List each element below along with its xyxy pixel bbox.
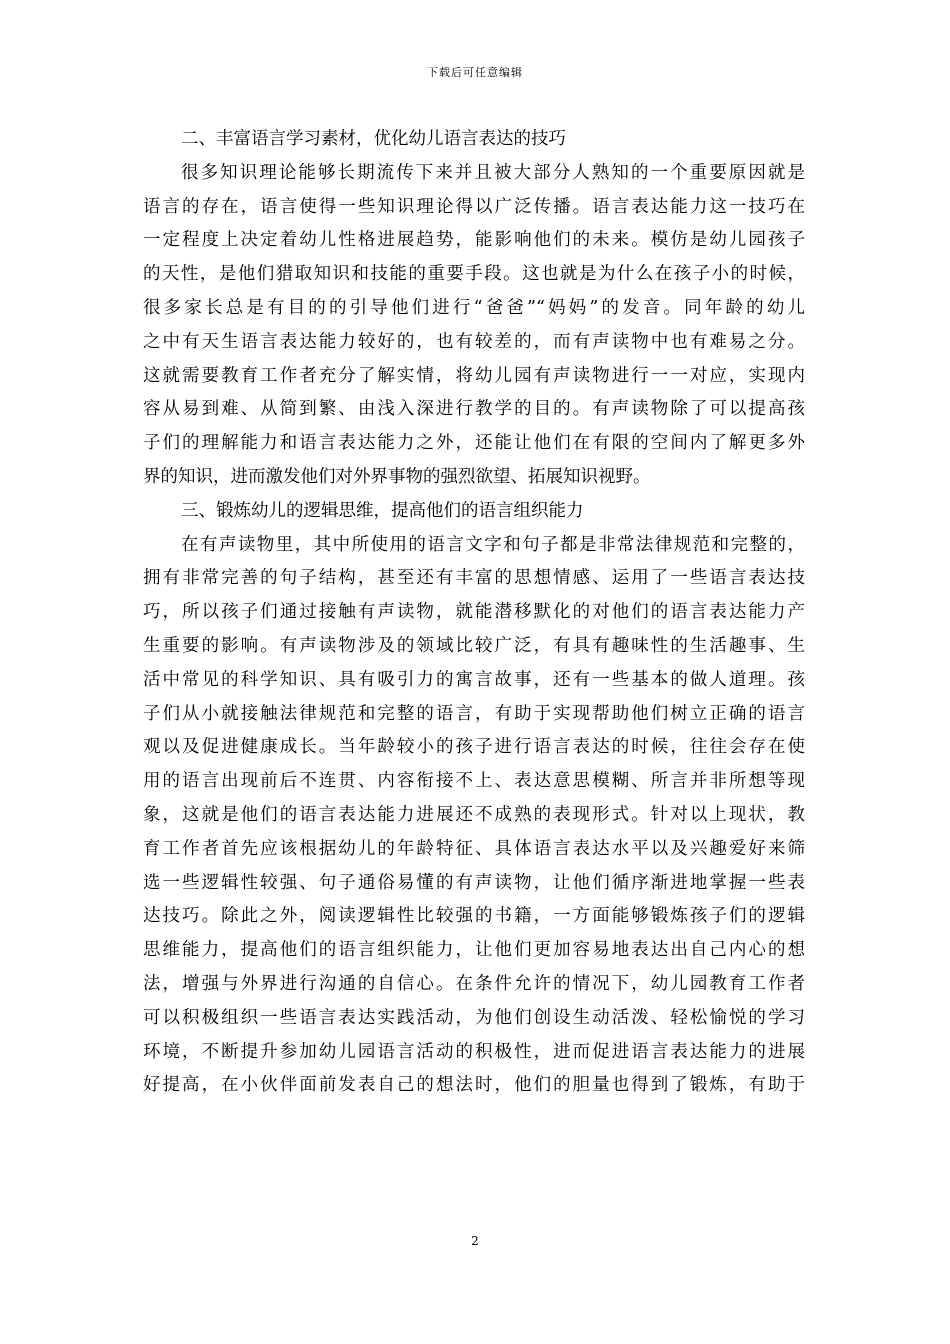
text-line: 之中有天生语言表达能力较好的，也有较差的，而有声读物中也有难易之分。 [143,331,805,352]
text-line: 法，增强与外界进行沟通的自信心。在条件允许的情况下，幼儿园教育工作者 [143,973,805,994]
text-line: 思维能力，提高他们的语言组织能力，让他们更加容易地表达出自己内心的想 [143,940,805,961]
text-line: 的天性，是他们猎取知识和技能的重要手段。这也就是为什么在孩子小的时候， [143,264,805,285]
text-line: 拥有非常完善的句子结构，甚至还有丰富的思想情感、运用了一些语言表达技 [143,568,805,589]
text-line: 活中常见的科学知识、具有吸引力的寓言故事，还有一些基本的做人道理。孩 [143,669,805,690]
section-heading: 三、锻炼幼儿的逻辑思维，提高他们的语言组织能力 [181,500,584,521]
text-line: 这就需要教育工作者充分了解实情，将幼儿园有声读物进行一一对应，实现内 [143,365,805,386]
text-line: 好提高，在小伙伴面前发表自己的想法时，他们的胆量也得到了锻炼，有助于 [143,1075,805,1096]
text-line: 巧，所以孩子们通过接触有声读物，就能潜移默化的对他们的语言表达能力产 [143,602,805,623]
text-line: 选一些逻辑性较强、句子通俗易懂的有声读物，让他们循序渐进地掌握一些表 [143,872,805,893]
text-line: 语言的存在，语言使得一些知识理论得以广泛传播。语言表达能力这一技巧在 [143,196,805,217]
section-heading: 二、丰富语言学习素材，优化幼儿语言表达的技巧 [181,129,566,149]
text-line: 很多家长总是有目的的引导他们进行“爸爸”“妈妈”的发音。同年龄的幼儿 [143,297,805,318]
text-line: 观以及促进健康成长。当年龄较小的孩子进行语言表达的时候，往往会存在使 [143,737,805,758]
text-line: 象，这就是他们的语言表达能力进展还不成熟的表现形式。针对以上现状，教 [143,804,805,825]
text-line: 很多知识理论能够长期流传下来并且被大部分人熟知的一个重要原因就是 [181,162,805,183]
text-line: 生重要的影响。有声读物涉及的领域比较广泛，有具有趣味性的生活趣事、生 [143,635,805,656]
text-line: 子们的理解能力和语言表达能力之外，还能让他们在有限的空间内了解更多外 [143,433,805,454]
text-line: 用的语言出现前后不连贯、内容衔接不上、表达意思模糊、所言并非所想等现 [143,771,805,792]
text-line: 界的知识，进而激发他们对外界事物的强烈欲望、拓展知识视野。 [143,466,651,487]
text-line: 一定程度上决定着幼儿性格进展趋势，能影响他们的未来。模仿是幼儿园孩子 [143,230,805,251]
text-line: 在有声读物里，其中所使用的语言文字和句子都是非常法律规范和完整的， [181,534,805,555]
document-body [143,123,805,1103]
page-number: 2 [471,1234,479,1248]
text-line: 达技巧。除此之外，阅读逻辑性比较强的书籍，一方面能够锻炼孩子们的逻辑 [143,906,805,927]
text-line: 容从易到难、从简到繁、由浅入深进行教学的目的。有声读物除了可以提高孩 [143,399,805,420]
text-line: 子们从小就接触法律规范和完整的语言，有助于实现帮助他们树立正确的语言 [143,703,805,724]
text-line: 环境，不断提升参加幼儿园语言活动的积极性，进而促进语言表达能力的进展 [143,1041,805,1062]
page-header: 下载后可任意编辑 [427,66,523,79]
text-line: 育工作者首先应该根据幼儿的年龄特征、具体语言表达水平以及兴趣爱好来筛 [143,838,805,859]
text-line: 可以积极组织一些语言表达实践活动，为他们创设生动活泼、轻松愉悦的学习 [143,1007,805,1028]
